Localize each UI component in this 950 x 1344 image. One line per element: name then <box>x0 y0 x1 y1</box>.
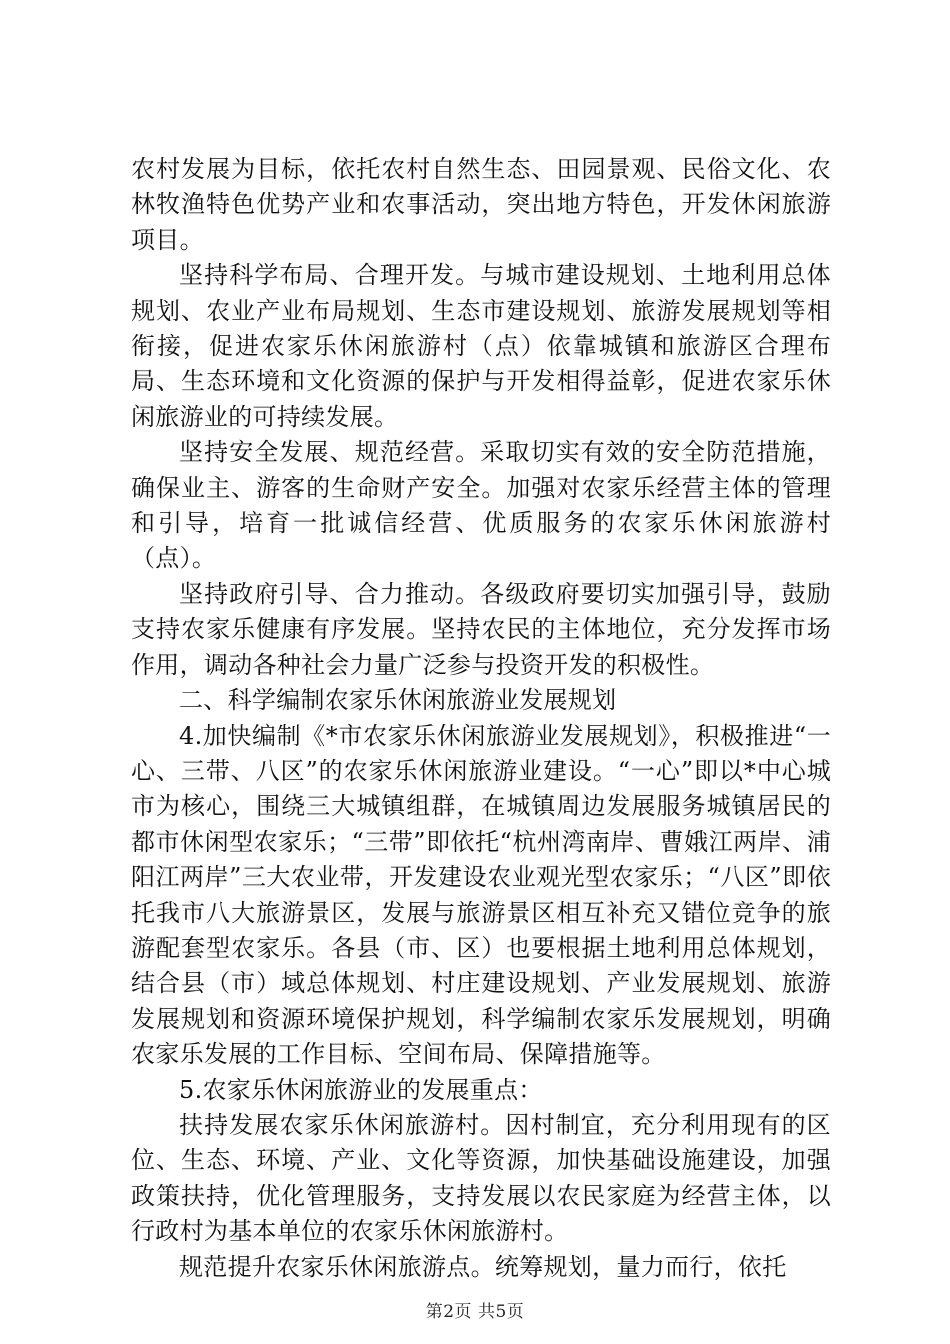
paragraph-item-5: 5.农家乐休闲旅游业的发展重点： <box>179 1075 543 1104</box>
paragraph-standardize-points: 规范提升农家乐休闲旅游点。统筹规划，量力而行，依托 <box>179 1252 787 1281</box>
paragraph-scientific-layout: 坚持科学布局、合理开发。与城市建设规划、土地利用总体规划、农业产业布局规划、生态市建设规划、旅游发展规划等相衔接，促进农家乐休闲旅游村（点）依靠城镇和旅游区合理布局、生态环境和文化资源的保护与开发相得益彰，促进农家乐休闲旅游业的可持续发展。 <box>131 261 831 431</box>
paragraph-support-villages: 扶持发展农家乐休闲旅游村。因村制宜，充分利用现有的区位、生态、环境、产业、文化等资源，加快基础设施建设，加强政策扶持，优化管理服务，支持发展以农民家庭为经营主体，以行政村为基本单位的农家乐休闲旅游村。 <box>131 1110 831 1246</box>
document-body <box>131 152 831 1285</box>
section-heading: 二、科学编制农家乐休闲旅游业发展规划 <box>179 686 617 715</box>
paragraph-safe-development: 坚持安全发展、规范经营。采取切实有效的安全防范措施，确保业主、游客的生命财产安全。加强对农家乐经营主体的管理和引导，培育一批诚信经营、优质服务的农家乐休闲旅游村（点）。 <box>131 438 831 573</box>
paragraph-item-4: 4.加快编制《*市农家乐休闲旅游业发展规划》，积极推进“一心、三带、八区”的农家乐休闲旅游业建设。“一心”即以*中心城市为核心，围绕三大城镇组群，在城镇周边发展服务城镇居民的都市休闲型农家乐；“三带”即依托“杭州湾南岸、曹娥江两岸、浦阳江两岸”三大农业带，开发建设农业观光型农家乐；“八区”即依托我市八大旅游景区，发展与旅游景区相互补充又错位竞争的旅游配套型农家乐。各县（市、区）也要根据土地利用总体规划，结合县（市）域总体规划、村庄建设规划、产业发展规划、旅游发展规划和资源环境保护规划，科学编制农家乐发展规划，明确农家乐发展的工作目标、空间布局、保障措施等。 <box>131 721 831 1069</box>
paragraph-continuation: 农村发展为目标，依托农村自然生态、田园景观、民俗文化、农林牧渔特色优势产业和农事活动，突出地方特色，开发休闲旅游项目。 <box>131 155 831 254</box>
page-number-footer: 第2页 共5页 <box>425 1302 525 1322</box>
paragraph-government-guidance: 坚持政府引导、合力推动。各级政府要切实加强引导，鼓励支持农家乐健康有序发展。坚持农民的主体地位，充分发挥市场作用，调动各种社会力量广泛参与投资开发的积极性。 <box>131 579 831 679</box>
